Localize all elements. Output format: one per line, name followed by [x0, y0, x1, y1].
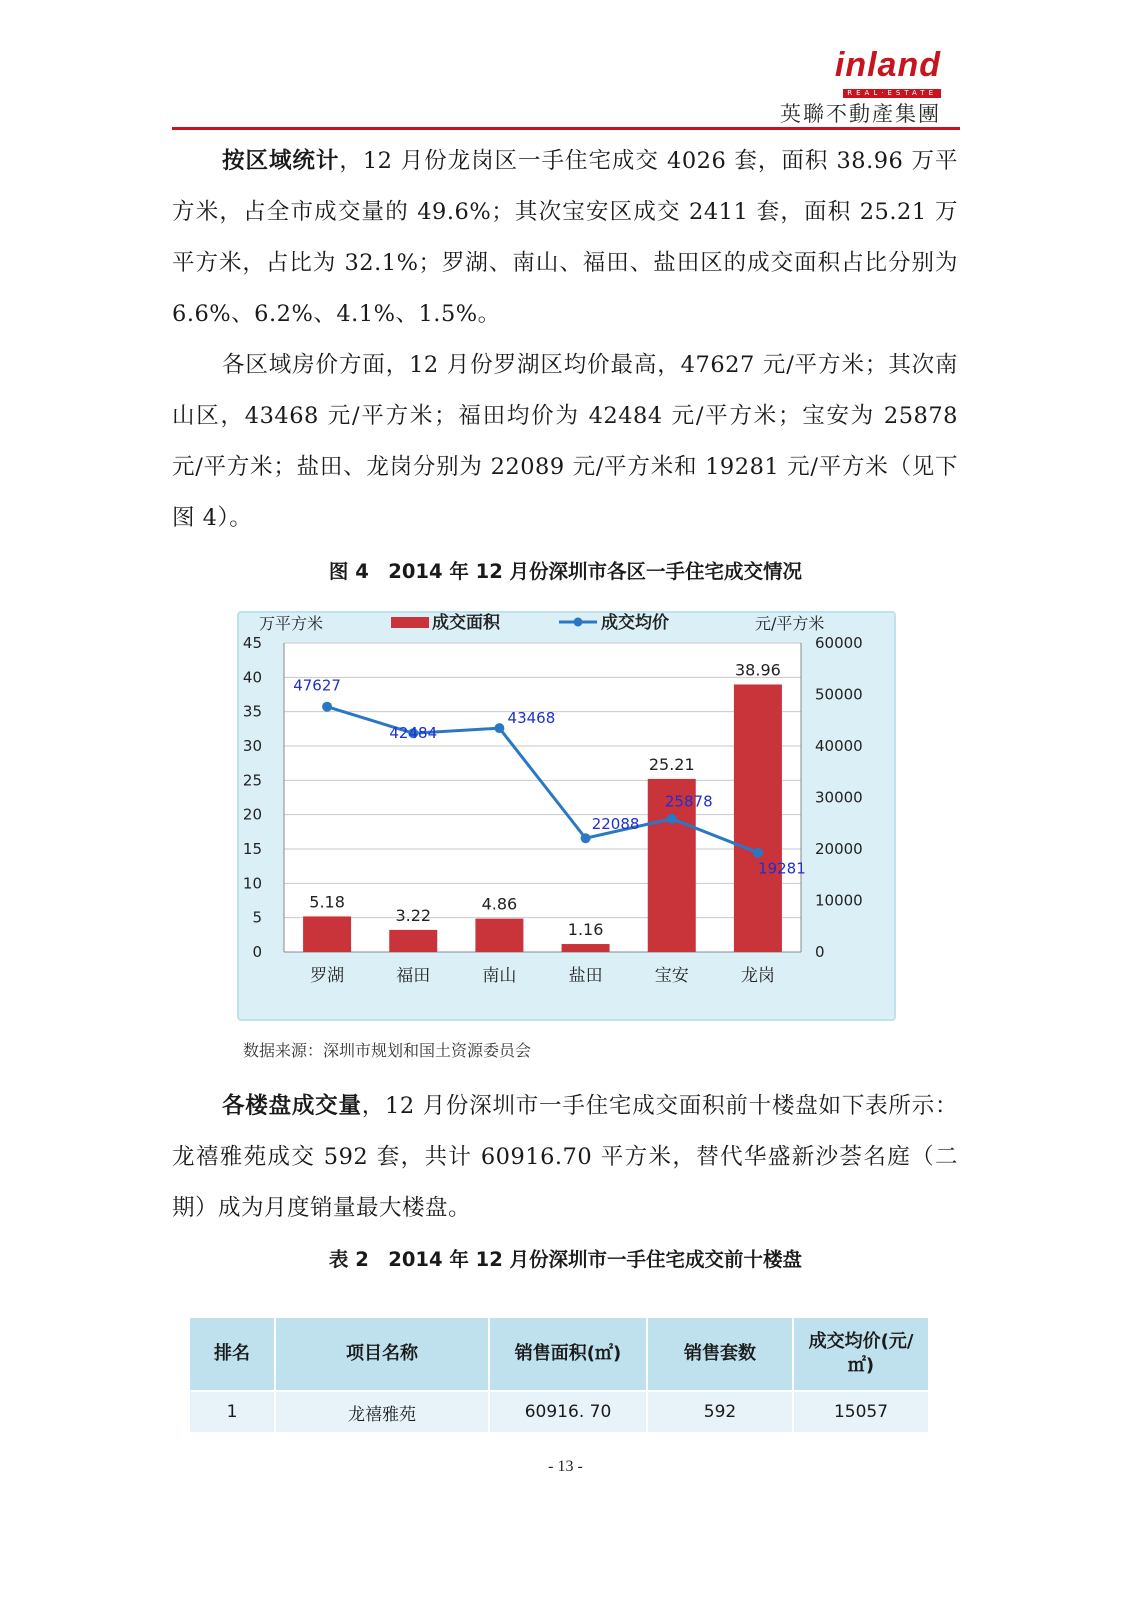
header-rank: 排名: [189, 1317, 275, 1391]
y-right-tick-label: 30000: [815, 788, 863, 807]
y-left-tick-label: 25: [242, 771, 262, 790]
header-avg-price: 成交均价(元/㎡): [793, 1317, 929, 1391]
y-right-tick-label: 20000: [815, 840, 863, 858]
bar: [734, 684, 782, 952]
plot-area: [284, 643, 801, 952]
y-left-tick-label: 0: [252, 943, 262, 961]
y-left-tick-label: 10: [242, 874, 262, 893]
bar-data-label: 25.21: [648, 754, 695, 774]
bar: [562, 944, 610, 952]
line-data-label: 47627: [293, 676, 341, 695]
line-data-label: 43468: [507, 709, 556, 728]
table-caption: 表 2 2014 年 12 月份深圳市一手住宅成交前十楼盘: [328, 1248, 803, 1271]
x-tick-label: 罗湖: [310, 966, 345, 986]
y-left-tick-label: 40: [242, 668, 262, 687]
bar-data-label: 4.86: [481, 894, 518, 914]
line-data-label: 42484: [389, 724, 438, 743]
x-tick-label: 南山: [482, 966, 517, 986]
paragraph-district-stats: [172, 136, 958, 340]
y-left-axis-title: 万平方米: [259, 614, 324, 633]
line-point: [753, 848, 763, 858]
cell-units: 592: [647, 1391, 793, 1433]
x-tick-label: 福田: [396, 966, 431, 986]
y-left-tick-label: 5: [252, 908, 262, 927]
cell-rank: 1: [189, 1391, 275, 1433]
source-note: 数据来源：深圳市规划和国土资源委员会: [243, 1041, 532, 1060]
y-left-tick-label: 35: [242, 702, 262, 721]
company-logo: [791, 46, 941, 99]
header-units: 销售套数: [647, 1317, 793, 1391]
y-left-tick-label: 15: [242, 840, 262, 858]
legend-marker-line: [574, 618, 583, 627]
paragraph-district-stats-lead: 按区域统计: [222, 148, 340, 174]
paragraph-projects-lead: 各楼盘成交量: [222, 1093, 362, 1119]
bar: [475, 919, 523, 952]
line-point: [667, 814, 677, 824]
company-name: 英聯不動產集團: [780, 102, 941, 126]
logo-wordmark: inland: [834, 46, 941, 84]
bar-data-label: 5.18: [309, 892, 345, 912]
x-tick-label: 龙岗: [740, 966, 775, 986]
chart-frame: [237, 611, 896, 1021]
top-projects-table: [188, 1316, 930, 1434]
cell-sales-area: 60916. 70: [489, 1391, 647, 1433]
legend-label-line: 成交均价: [601, 613, 669, 633]
line-point: [581, 833, 591, 843]
figure-caption: 图 4 2014 年 12 月份深圳市各区一手住宅成交情况: [328, 560, 803, 583]
line-data-label: 25878: [664, 792, 713, 811]
line-point: [322, 702, 332, 712]
header-divider: [172, 127, 960, 130]
y-right-tick-label: 10000: [815, 891, 863, 910]
y-left-tick-label: 30: [242, 737, 262, 755]
y-right-tick-label: 40000: [815, 737, 863, 755]
line-point: [494, 723, 504, 733]
paragraph-district-prices: [172, 340, 958, 544]
line-data-label: 22088: [591, 815, 640, 834]
paragraph-projects-text: ，12 月份深圳市一手住宅成交面积前十楼盘如下表所示：龙禧雅苑成交 592 套，共计 60916.70 平方米，替代华盛新沙荟名庭（二期）成为月度销量最大楼盘。: [172, 1093, 958, 1221]
x-tick-label: 宝安: [654, 966, 689, 986]
header-sales-area: 销售面积(㎡): [489, 1317, 647, 1391]
x-tick-label: 盐田: [568, 966, 603, 986]
legend-label-bar: 成交面积: [432, 613, 500, 633]
bar-data-label: 1.16: [567, 920, 604, 940]
district-chart: [239, 613, 894, 1019]
paragraph-district-prices-text: 各区域房价方面，12 月份罗湖区均价最高，47627 元/平方米；其次南山区，43468 元/平方米；福田均价为 42484 元/平方米；宝安为 25878 元/平方米；盐田、龙岗分别为 22089 元/平方米和 19281 元/平方米（见下图 4）。: [172, 352, 958, 531]
legend-swatch-bar: [391, 617, 429, 628]
y-right-axis-title: 元/平方米: [755, 614, 825, 633]
cell-project-name: 龙禧雅苑: [275, 1391, 489, 1433]
bar: [303, 916, 351, 952]
y-right-tick-label: 50000: [815, 685, 863, 704]
paragraph-projects: [172, 1081, 958, 1234]
y-right-tick-label: 0: [815, 943, 825, 961]
paragraph-district-stats-text: ，12 月份龙岗区一手住宅成交 4026 套，面积 38.96 万平方米，占全市成交量的 49.6%；其次宝安区成交 2411 套，面积 25.21 万平方米，占比为 32.1%；罗湖、南山、福田、盐田区的成交面积占比分别为 6.6%、6.2%、4.1%、1.5%。: [172, 148, 958, 327]
y-right-tick-label: 60000: [815, 634, 863, 652]
bar: [389, 930, 437, 952]
page-number: - 13 -: [548, 1458, 583, 1475]
bar-data-label: 3.22: [395, 905, 432, 925]
logo-tagline: REAL·ESTATE: [843, 89, 941, 98]
table-row: [189, 1391, 929, 1433]
line-data-label: 19281: [758, 859, 806, 878]
y-left-tick-label: 45: [242, 634, 262, 652]
cell-avg-price: 15057: [793, 1391, 929, 1433]
header-project-name: 项目名称: [275, 1317, 489, 1391]
bar-data-label: 38.96: [735, 660, 781, 680]
table-header-row: [189, 1317, 929, 1391]
y-left-tick-label: 20: [242, 805, 262, 824]
